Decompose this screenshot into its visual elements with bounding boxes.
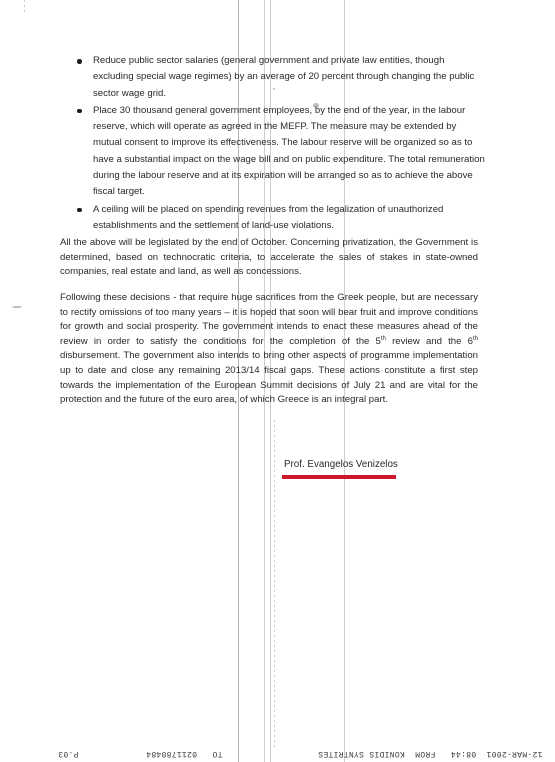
- bullet-text: A ceiling will be placed on spending revenues from the legalization of unauthorized establishments and the settlement of land-use violations.: [93, 203, 444, 231]
- bullet-text: Reduce public sector salaries (general government and private law entities, though excluding special wage regimes) by an average of 20 percent through changing the public sector wage grid.: [93, 55, 475, 99]
- paragraph-text: review and the 6: [385, 335, 473, 347]
- signature-name: Prof. Evangelos Venizelos: [284, 459, 398, 470]
- list-item: [74, 53, 486, 102]
- bullet-dot-icon: [77, 208, 82, 213]
- fax-header-left: 12-MAR-2001 08:44 FROM KONIDIS SYNTRITES: [318, 749, 543, 758]
- scan-dash: [24, 0, 25, 14]
- scan-speck: [12, 306, 22, 308]
- bullet-dot-icon: [77, 59, 82, 64]
- fax-header-page: P.03: [58, 749, 79, 758]
- superscript: th: [472, 335, 478, 342]
- fax-header-middle: TO 0211780484: [146, 749, 223, 758]
- superscript: th: [380, 335, 386, 342]
- paragraph-text: disbursement. The government also intends to bring other aspects of programme implementation up to date and close any remaining 2013/14 fiscal gaps. These actions constitute a first step towards the implementation of the European Summit decisions of July 21 and are vital for the protection and the future of the euro area, of which Greece is an integral part.: [60, 350, 478, 406]
- bullet-dot-icon: [77, 109, 82, 114]
- list-item: [74, 202, 486, 235]
- paragraph-decisions: [60, 291, 478, 408]
- scan-dash: [274, 420, 275, 750]
- bullet-text: Place 30 thousand general government employees, by the end of the year, in the labour reserve, which will operate as agreed in the MEFP. The measure may be extended by mutual consent to improve its effectiveness. The labour reserve will be organized so as to have a substantial impact on the wage bill and on public expenditure. The total remuneration during the labour reserve and at its expiration will be arranged so as to achieve the above fiscal target.: [93, 104, 485, 198]
- signature-underline: [282, 475, 396, 479]
- measures-list: [74, 53, 486, 234]
- list-item: [74, 103, 486, 201]
- paragraph-legislation: All the above will be legislated by the end of October. Concerning privatization, the Government is determined, based on technocratic criteria, to accelerate the sales of stakes in state-owned companies, real estate and land, as well as concessions.: [60, 237, 478, 278]
- paragraph-text: Following these decisions - that require huge sacrifices from the Greek people, but are necessary to rectify omissions of too many years – it is hoped that soon will bear fruit and improve conditions for growth and social prosperity. The government intends to enact these measures ahead of the review in order to satisfy the conditions for the completion of the 5: [60, 292, 478, 347]
